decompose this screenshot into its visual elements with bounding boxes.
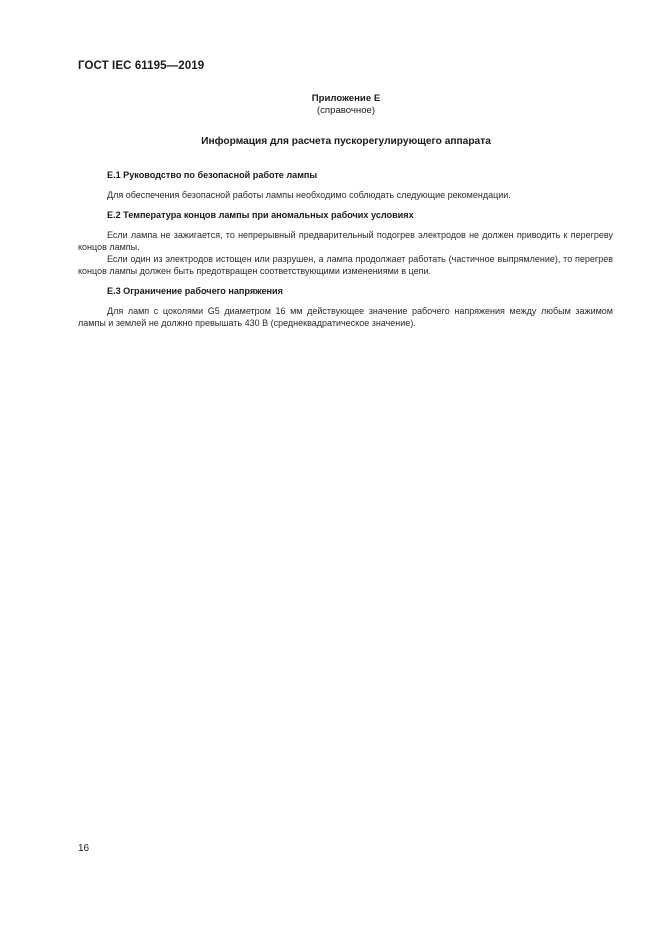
annex-note: (справочное) <box>316 105 376 116</box>
section-heading-e2: Е.2 Температура концов лампы при аномальных рабочих условиях <box>107 210 414 220</box>
section-e2-paragraph-1: Если лампа не зажигается, то непрерывный предварительный подогрев электродов не должен приводить к перегреву концов лампы. <box>78 230 613 253</box>
section-e2-paragraph-2: Если один из электродов истощен или разрушен, а лампа продолжает работать (частичное выпрямление), то перегрев концов лампы должен быть предотвращен соответствующими изменениями в цепи. <box>78 254 613 277</box>
page-title: Информация для расчета пускорегулирующего аппарата <box>201 136 491 147</box>
page-number: 16 <box>78 843 90 854</box>
annex-title <box>78 93 614 117</box>
section-heading-e3: Е.3 Ограничение рабочего напряжения <box>107 286 283 296</box>
annex-label: Приложение Е <box>311 93 381 104</box>
section-heading-e1: Е.1 Руководство по безопасной работе лампы <box>107 170 318 180</box>
section-e1-paragraph-1: Для обеспечения безопасной работы лампы необходимо соблюдать следующие рекомендации. <box>107 190 511 200</box>
section-e3-paragraph-1: Для ламп с цоколями G5 диаметром 16 мм действующее значение рабочего напряжения между любым зажимом лампы и землей не должно превышать 430 В (среднеквадратическое значение). <box>78 306 613 329</box>
document-header: ГОСТ IEC 61195—2019 <box>78 60 205 72</box>
